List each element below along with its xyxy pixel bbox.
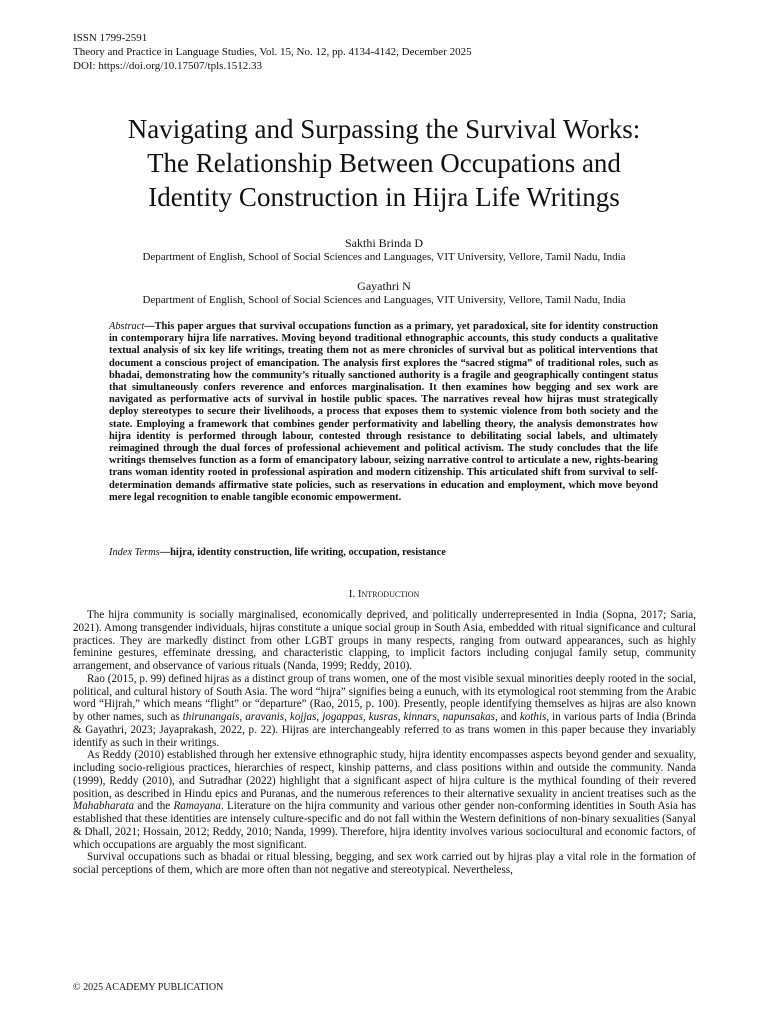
text-run: , xyxy=(284,711,290,723)
body-paragraph xyxy=(73,673,696,750)
author-name: Sakthi Brinda D xyxy=(345,236,423,250)
text-run: , and xyxy=(494,711,520,723)
issn: ISSN 1799-2591 xyxy=(73,32,148,44)
abstract-label: Abstract xyxy=(109,321,145,332)
text-run: , xyxy=(436,711,443,723)
italic-term: Mahabharata xyxy=(73,800,135,813)
abstract: Abstract—This paper argues that survival occupations function as a primary, yet paradoxical, site for identity construction in contemporary hijra life narratives. Moving beyond traditional ethnographic accounts, this study conducts a qualitative textual analysis of six key life writings, treating them not as mere chronicles of survival but as political interventions that document a conscious project of emancipation. The analysis first explores the “sacred stigma” of traditional roles, such as bhadai, demonstrating how the community’s ritually sanctioned authority is a fragile and geographically contingent status that simultaneously confers reverence and enforces marginalisation. It then examines how begging and sex work are navigated as performative acts of survival in hostile public spaces. The narratives reveal how hijras must strategically deploy stereotypes to secure their livelihoods, a process that exposes them to systemic violence from both society and the state. Employing a framework that combines gender performativity and labelling theory, the analysis demonstrates how hijra identity is performed through labour, contested through resistance to debilitating social labels, and ultimately reimagined through the dual forces of professional achievement and political activism. The study concludes that the life writings themselves function as a form of emancipatory labour, seizing narrative control to articulate a new, rights-bearing trans woman identity rooted in professional aspiration and modern citizenship. This articulated shift from survival to self-determination demands affirmative state policies, such as reservations in education and employment, which move beyond mere legal recognition to enable tangible economic empowerment. xyxy=(109,321,658,503)
text-run: . Literature on the hijra community and various other gender non-conforming identities in South Asia has established that these identities are intensely culture-specific and do not fall within the Western definitions of non-binary sexualities (Sanyal & Dhall, 2021; Hossain, 2012; Reddy, 2010; Nanda, 1999). Therefore, hijra identity involves various sociocultural and economic factors, of which occupations are arguably the most significant. xyxy=(73,800,696,851)
title-line: Navigating and Surpassing the Survival Works: xyxy=(127,114,641,144)
index-terms-label: Index Terms xyxy=(109,547,160,558)
italic-term: kojjas xyxy=(289,711,317,723)
text-run: and the xyxy=(134,800,174,813)
author-affiliation: Department of English, School of Social Sciences and Languages, VIT University, Vellore, Tamil Nadu, India xyxy=(142,251,626,263)
italic-term: thirunangais xyxy=(182,711,240,723)
abstract-text: This paper argues that survival occupations function as a primary, yet paradoxical, site for identity construction in contemporary hijra life narratives. Moving beyond traditional ethnographic accounts, this study conducts a qualitative textual analysis of six key life writings, treating them not as mere chronicles of survival but as political interventions that document a conscious project of emancipation. The analysis first explores the “sacred stigma” of traditional roles, such as bhadai, demonstrating how the community’s ritually sanctioned authority is a fragile and geographically contingent status that simultaneously confers reverence and enforces marginalisation. It then examines how begging and sex work are navigated as performative acts of survival in hostile public spaces. The narratives reveal how hijras must strategically deploy stereotypes to secure their livelihoods, a process that exposes them to systemic violence from both society and the state. Employing a framework that combines gender performativity and labelling theory, the analysis demonstrates how hijra identity is performed through labour, contested through resistance to debilitating social labels, and ultimately reimagined through the dual forces of professional achievement and political activism. The study concludes that the life writings themselves function as a form of emancipatory labour, seizing narrative control to articulate a new, rights-bearing trans woman identity rooted in professional aspiration and modern citizenship. This articulated shift from survival to self-determination demands affirmative state policies, such as reservations in education and employment, which move beyond mere legal recognition to enable tangible economic empowerment. xyxy=(109,321,658,503)
index-terms: Index Terms—hijra, identity construction, life writing, occupation, resistance xyxy=(109,547,446,558)
title-line: Identity Construction in Hijra Life Writings xyxy=(148,182,620,212)
italic-term: kothis, xyxy=(519,711,550,723)
body-paragraph xyxy=(73,749,696,851)
paper-title xyxy=(40,112,728,214)
italic-term: kusras xyxy=(368,711,398,723)
text-run: , xyxy=(239,711,246,723)
body-paragraph xyxy=(73,609,696,673)
section-number: I. xyxy=(348,588,356,600)
section-title: Introduction xyxy=(357,588,420,600)
author-affiliation: Department of English, School of Social Sciences and Languages, VIT University, Vellore, Tamil Nadu, India xyxy=(142,294,626,306)
italic-term: jogappas xyxy=(322,711,363,723)
doi-link[interactable]: DOI: https://doi.org/10.17507/tpls.1512.33 xyxy=(73,60,262,72)
journal-header xyxy=(73,31,472,73)
text-run: As Reddy (2010) established through her extensive ethnographic study, hijra identity encompasses aspects beyond gender and sexuality, including socio-religious practices, hierarchies of respect, kinship patterns, and class positions within and outside the community. Nanda (1999), Reddy (2010), and Sutradhar (2022) highlight that a significant aspect of hijra culture is the mythical founding of their revered position, as described in Hindu epics and Puranas, and the numerous references to their alternative sexuality in ancient treatises such as the xyxy=(73,749,696,800)
italic-term: aravanis xyxy=(245,711,285,723)
italic-term: Ramayana xyxy=(173,800,221,813)
text-run: , xyxy=(362,711,369,723)
italic-term: napunsakas xyxy=(442,711,495,723)
italic-term: kinnars xyxy=(403,711,437,723)
text-run: , xyxy=(316,711,323,723)
text-run: The hijra community is socially marginalised, economically deprived, and politically underrepresented in India (Sopna, 2017; Saria, 2021). Among transgender individuals, hijras constitute a unique social group in South Asia, embedded with ritual significance and cultural practices. They are markedly distinct from other LGBT groups in many respects, ranging from outward appearances, such as highly feminine gestures, effeminate dressing, and characteristic clapping, to implicit factors including conjugal family setup, community arrangement, and observance of various rituals (Nanda, 1999; Reddy, 2010). xyxy=(73,609,696,672)
text-run: in various parts of India (Brinda & Gayathri, 2023; Jayaprakash, 2022, p. 22). Hijras are interchangeably referred to as trans women in this paper because they invariably identify as such in their writings. xyxy=(73,711,697,749)
text-run: Rao (2015, p. 99) defined hijras as a distinct group of trans women, one of the most visible sexual minorities deeply rooted in the social, political, and cultural history of South Asia. The word “hijra” signifies being a eunuch, with its etymological root stemming from the Arabic word “Hijrah,” which means “flight” or “departure” (Rao, 2015, p. 100). Presently, people identifying themselves as hijras are also known by other names, such as xyxy=(73,672,696,723)
text-run: Survival occupations such as bhadai or ritual blessing, begging, and sex work carried out by hijras play a vital role in the formation of social perceptions of them, which are more often than not negative and stereotypical. Nevertheless, xyxy=(73,851,696,876)
title-line: The Relationship Between Occupations and xyxy=(147,148,621,178)
copyright-footer: © 2025 ACADEMY PUBLICATION xyxy=(73,982,224,993)
journal-citation: Theory and Practice in Language Studies, Vol. 15, No. 12, pp. 4134-4142, December 2025 xyxy=(73,46,472,58)
text-run: , xyxy=(397,711,404,723)
index-terms-text: hijra, identity construction, life writing, occupation, resistance xyxy=(170,547,446,558)
section-heading xyxy=(40,588,728,601)
body-text xyxy=(73,609,696,877)
body-paragraph xyxy=(73,851,696,877)
author-name: Gayathri N xyxy=(357,279,411,293)
